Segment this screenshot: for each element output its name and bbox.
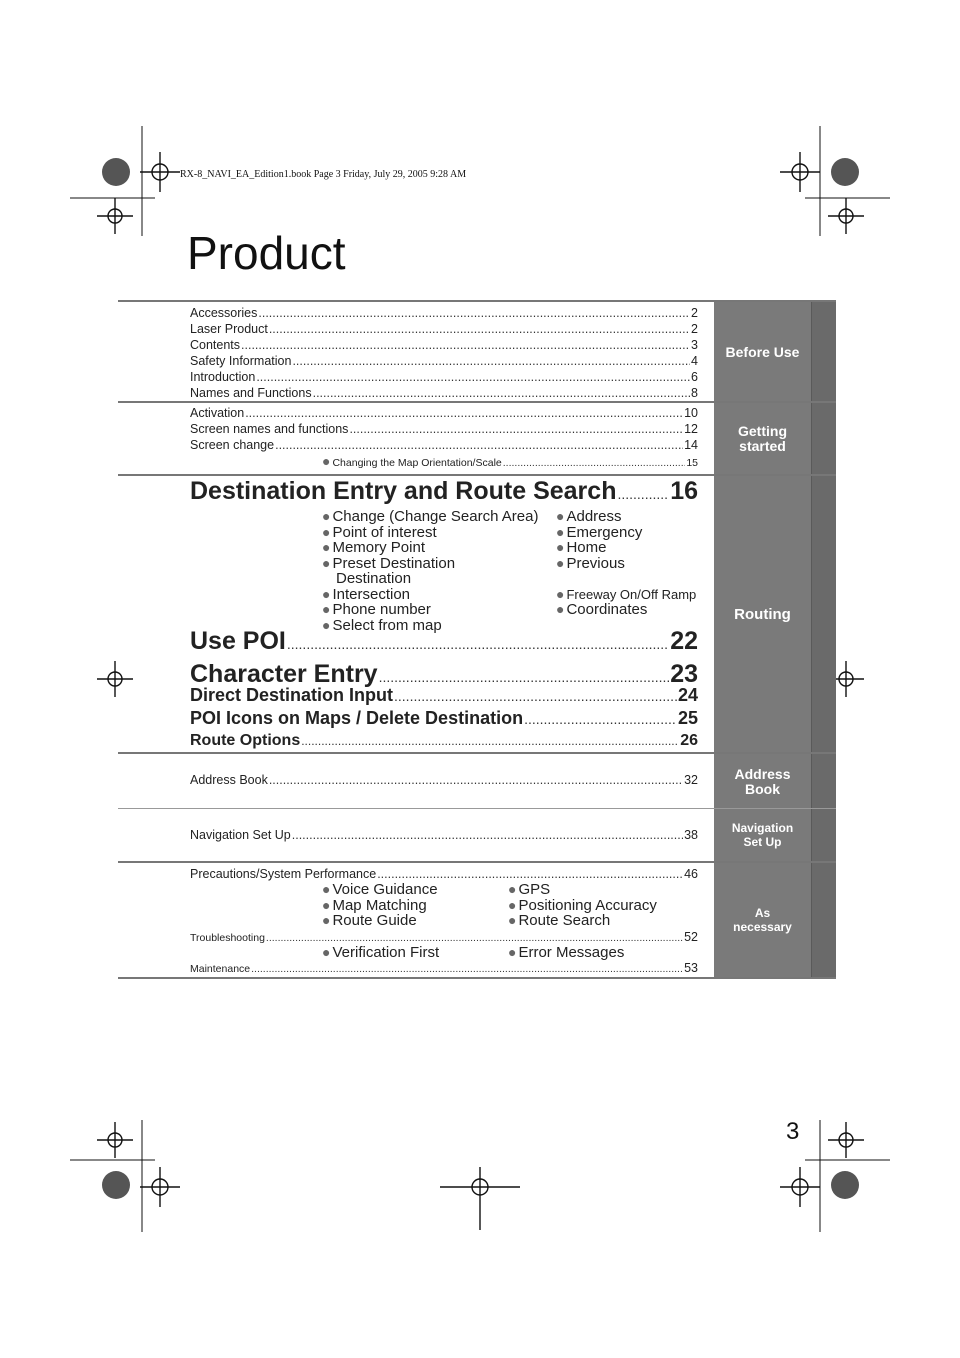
- bullet-icon: ●: [322, 453, 331, 469]
- tab-navigation-setup[interactable]: [714, 809, 836, 861]
- bullet-label: Home: [566, 539, 607, 556]
- bullet-label: Intersection: [332, 585, 411, 603]
- entry-label: POI Icons on Maps / Delete Destination: [190, 708, 524, 728]
- entry-label: Maintenance: [190, 963, 251, 975]
- toc-precautions[interactable]: [190, 866, 698, 882]
- entry-page: 25: [677, 708, 698, 728]
- tab-label: Getting started: [738, 423, 787, 454]
- entry-label: Troubleshooting: [190, 932, 265, 944]
- bullet-item[interactable]: [322, 913, 438, 929]
- bullet-icon: ●: [556, 601, 565, 617]
- bullet-label: Preset Destination: [332, 554, 456, 572]
- entry-label: Laser Product: [190, 322, 268, 336]
- toc-list: [190, 772, 698, 788]
- entry-page: 32: [684, 773, 698, 787]
- bullet-item[interactable]: [322, 587, 538, 603]
- page-title: Product: [187, 227, 346, 279]
- toc-route-options[interactable]: [190, 730, 698, 752]
- bullet-continuation: [322, 571, 538, 587]
- bullet-icon: ●: [556, 585, 565, 602]
- entry-page: 22: [670, 627, 698, 655]
- tab-before-use[interactable]: [714, 302, 836, 402]
- entry-label: Navigation Set Up: [190, 828, 291, 842]
- toc-entry[interactable]: [190, 772, 698, 788]
- bullet-label: Memory Point: [332, 539, 425, 556]
- tab-strip: [811, 476, 836, 752]
- bullet-item[interactable]: [322, 540, 538, 556]
- entry-label: Contents: [190, 338, 241, 352]
- bullet-label: Destination: [336, 570, 412, 587]
- bullet-label: Route Guide: [332, 912, 417, 929]
- bullet-item[interactable]: [508, 913, 657, 929]
- bullet-icon: ●: [322, 508, 331, 524]
- toc-list: [190, 827, 698, 843]
- section-address-book: [118, 752, 836, 809]
- bullet-icon: ●: [556, 554, 565, 571]
- bullet-item[interactable]: [556, 509, 696, 525]
- toc-use-poi[interactable]: [190, 626, 698, 659]
- entry-label: Destination Entry and Route Search: [190, 477, 617, 505]
- tab-label: Routing: [734, 605, 791, 623]
- page-number: 3: [786, 1118, 800, 1145]
- entry-label: Activation: [190, 406, 245, 420]
- bullet-label: Phone number: [332, 601, 431, 618]
- bullet-icon: ●: [508, 944, 517, 960]
- bullet-icon: ●: [322, 601, 331, 617]
- troubleshooting-bullets-left: [322, 945, 439, 961]
- toc-poi-icons[interactable]: [190, 707, 698, 730]
- tab-as-necessary[interactable]: [714, 863, 836, 977]
- bullet-label: Map Matching: [332, 896, 427, 914]
- bullet-label: Previous: [566, 554, 625, 572]
- bullet-icon: ●: [322, 912, 331, 928]
- bullet-label: Verification First: [332, 944, 440, 961]
- tab-label: Address Book: [734, 765, 791, 797]
- entry-page: 16: [670, 477, 698, 505]
- toc-entry[interactable]: [190, 369, 698, 385]
- entry-page: 6: [691, 370, 698, 384]
- entry-page: 26: [680, 732, 698, 749]
- bullet-icon: ●: [556, 539, 565, 555]
- entry-page: 53: [684, 961, 698, 975]
- bullet-label: Positioning Accuracy: [518, 896, 657, 914]
- bullet-icon: ●: [322, 616, 331, 633]
- bullet-icon: ●: [322, 539, 331, 555]
- section-getting-started: [118, 401, 836, 475]
- bullet-label: Emergency: [566, 523, 643, 541]
- bullet-item[interactable]: [322, 525, 538, 541]
- toc-entry[interactable]: [190, 353, 698, 369]
- bullet-label: Voice Guidance: [332, 881, 438, 898]
- entry-label: Address Book: [190, 773, 268, 787]
- entry-page: 4: [691, 354, 698, 368]
- bullet-icon: ●: [322, 554, 331, 571]
- entry-page: 12: [684, 422, 698, 436]
- toc-entry[interactable]: [190, 405, 698, 421]
- tab-strip: [811, 863, 836, 977]
- toc-sub-entry[interactable]: [322, 453, 698, 471]
- tab-label: Navigation Set Up: [731, 821, 794, 849]
- bullet-item[interactable]: [322, 898, 438, 914]
- bullet-icon: ●: [508, 896, 517, 913]
- bullet-icon: ●: [556, 508, 565, 524]
- toc-direct-destination[interactable]: [190, 684, 698, 707]
- section-navigation-setup: [118, 808, 836, 861]
- bullet-item[interactable]: [508, 882, 657, 898]
- bullet-icon: ●: [508, 912, 517, 928]
- entry-page: 52: [684, 930, 698, 944]
- entry-label: Character Entry: [190, 660, 378, 688]
- bullet-icon: ●: [322, 523, 331, 540]
- bullet-item[interactable]: [556, 525, 696, 541]
- toc-entry[interactable]: [190, 305, 698, 321]
- bullet-label: Coordinates: [566, 601, 648, 618]
- bullet-item[interactable]: [322, 509, 538, 525]
- troubleshooting-bullets-right: [508, 945, 624, 961]
- toc-entry[interactable]: [190, 321, 698, 337]
- tab-strip: [811, 403, 836, 475]
- entry-page: 38: [684, 828, 698, 842]
- entry-label: Screen change: [190, 438, 275, 452]
- section-before-use: [118, 300, 836, 402]
- entry-label: Route Options: [190, 732, 301, 749]
- tab-address-book[interactable]: [714, 754, 836, 809]
- bullet-icon: ●: [322, 881, 331, 897]
- bullet-item[interactable]: [556, 587, 696, 603]
- bullet-icon: ●: [556, 523, 565, 540]
- toc-entry[interactable]: [190, 421, 698, 437]
- toc-destination-entry[interactable]: [190, 476, 698, 509]
- entry-label: Precautions/System Performance: [190, 867, 377, 881]
- bullet-icon: ●: [322, 944, 331, 960]
- bullet-icon: ●: [322, 585, 331, 602]
- bullet-label: Point of interest: [332, 523, 437, 541]
- bullet-item[interactable]: [556, 602, 696, 618]
- tab-label: Before Use: [725, 343, 800, 360]
- precautions-bullets-right: [508, 882, 657, 929]
- section-as-necessary: [118, 861, 836, 979]
- entry-label: Changing the Map Orientation/Scale: [332, 457, 502, 469]
- tab-getting-started[interactable]: [714, 403, 836, 475]
- bullet-label: GPS: [518, 881, 551, 898]
- bullet-item[interactable]: [508, 945, 624, 961]
- entry-page: 2: [691, 322, 698, 336]
- entry-page: 24: [677, 685, 698, 705]
- tab-strip: [811, 302, 836, 402]
- bullet-label: Change (Change Search Area): [332, 508, 539, 525]
- bullet-label: Error Messages: [518, 944, 625, 961]
- toc-entry[interactable]: [190, 437, 698, 453]
- entry-label: Introduction: [190, 370, 256, 384]
- tab-strip: [811, 809, 836, 861]
- entry-page: 14: [684, 438, 698, 452]
- precautions-bullets-left: [322, 882, 438, 929]
- entry-label: Screen names and functions: [190, 422, 349, 436]
- entry-label: Use POI: [190, 627, 286, 655]
- entry-page: 2: [691, 306, 698, 320]
- toc-list: [190, 405, 698, 471]
- routing-bullets-left: [322, 509, 538, 633]
- entry-label: Safety Information: [190, 354, 292, 368]
- entry-page: 10: [684, 406, 698, 420]
- bullet-icon: ●: [322, 896, 331, 913]
- print-header-note: RX-8_NAVI_EA_Edition1.book Page 3 Friday, July 29, 2005 9:28 AM: [180, 169, 467, 180]
- toc-list: [190, 305, 698, 401]
- bullet-icon: ●: [508, 881, 517, 897]
- bullet-item[interactable]: [556, 540, 696, 556]
- bullet-item[interactable]: [322, 556, 538, 572]
- toc-entry[interactable]: [190, 827, 698, 843]
- bullet-item[interactable]: [556, 556, 696, 572]
- section-routing: [118, 474, 836, 752]
- entry-page: 8: [691, 386, 698, 400]
- bullet-item[interactable]: [508, 898, 657, 914]
- tab-strip: [811, 754, 836, 809]
- entry-label: Direct Destination Input: [190, 685, 394, 705]
- toc-maintenance[interactable]: [190, 960, 698, 977]
- bullet-label: Route Search: [518, 912, 611, 929]
- entry-label: Names and Functions: [190, 386, 312, 400]
- bullet-label: Freeway On/Off Ramp: [566, 586, 697, 602]
- tab-routing[interactable]: [714, 476, 836, 752]
- bullet-item[interactable]: [322, 945, 439, 961]
- entry-page: 46: [684, 867, 698, 881]
- toc-entry[interactable]: [190, 385, 698, 401]
- bullet-item[interactable]: [322, 882, 438, 898]
- entry-page: 3: [691, 338, 698, 352]
- bullet-label: Select from map: [332, 616, 442, 634]
- tab-label: As necessary: [733, 906, 792, 934]
- bullet-item[interactable]: [322, 602, 538, 618]
- entry-page: 15: [686, 457, 698, 469]
- entry-page: 23: [670, 660, 698, 688]
- entry-label: Accessories: [190, 306, 258, 320]
- routing-bullets-right: [556, 509, 696, 618]
- bullet-label: Address: [566, 508, 622, 525]
- toc-entry[interactable]: [190, 337, 698, 353]
